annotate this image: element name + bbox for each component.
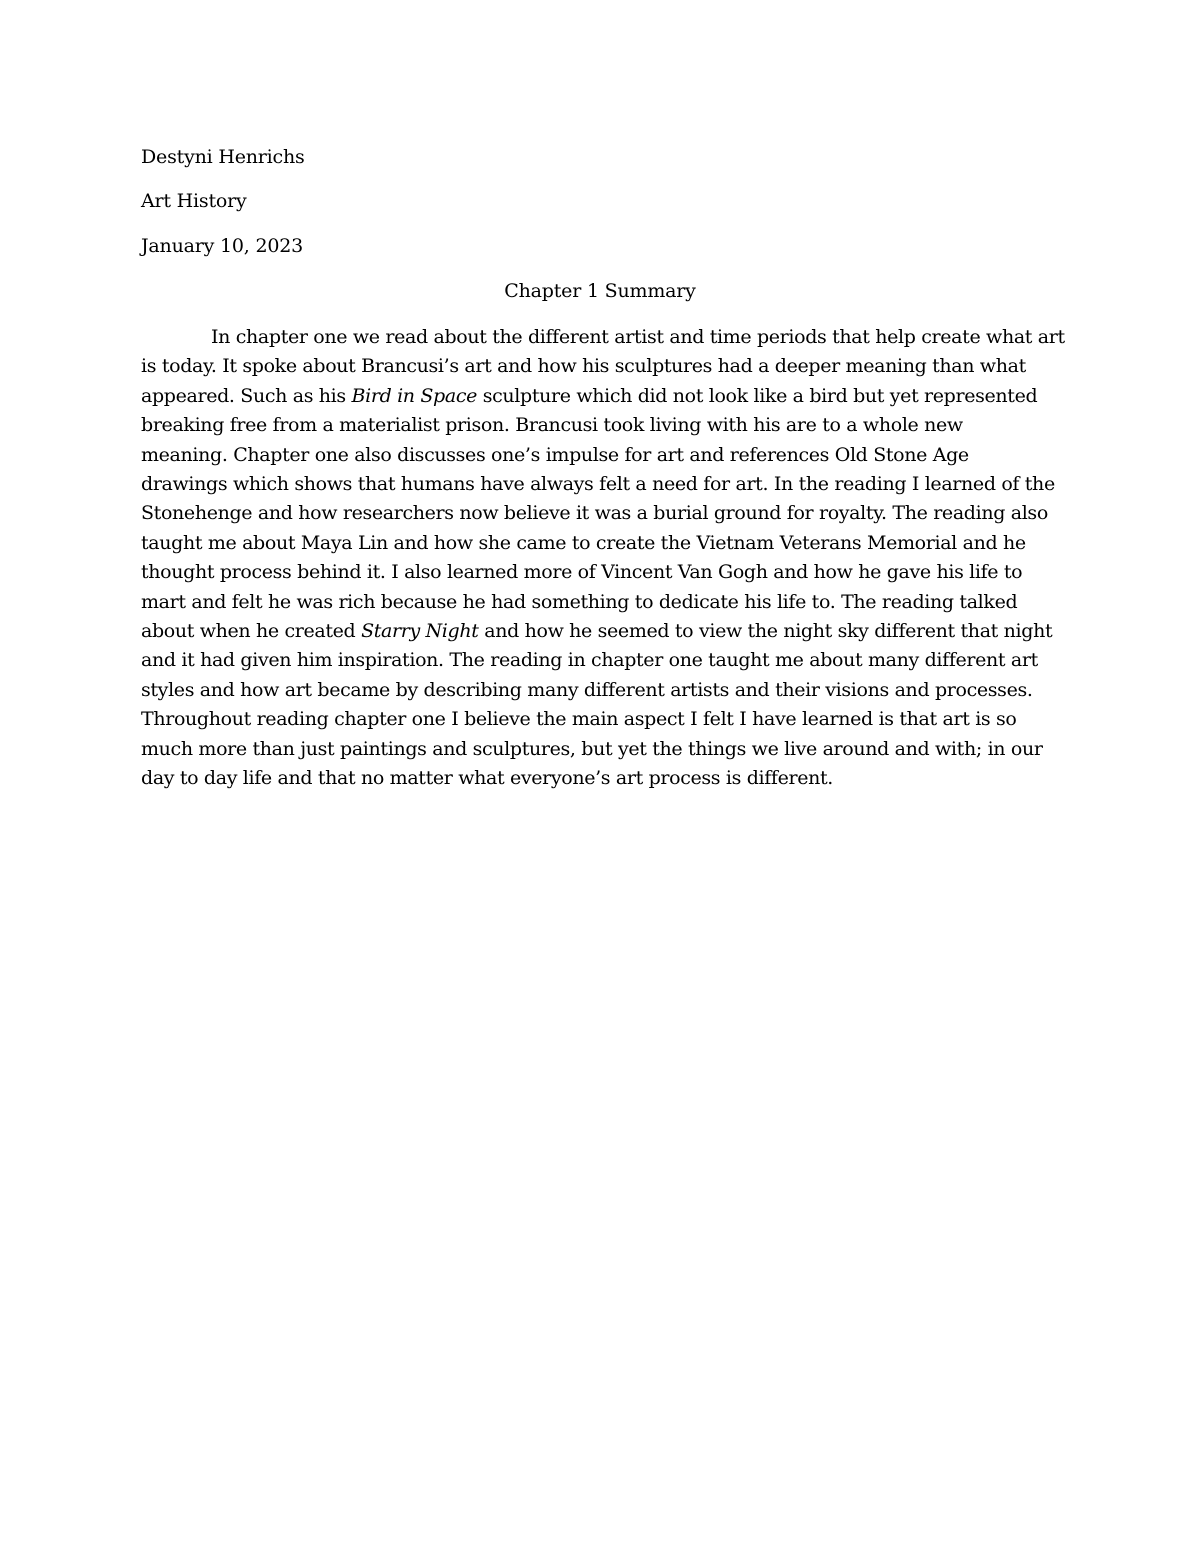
course-name: Art History <box>141 190 247 212</box>
paragraph-line: mart and felt he was rich because he had something to dedicate his life to. The reading talked <box>141 590 1018 613</box>
paragraph-line: breaking free from a materialist prison. Brancusi took living with his are to a whole new <box>141 414 963 437</box>
paragraph-line <box>141 323 1071 352</box>
document-title: Chapter 1 Summary <box>504 280 696 302</box>
paragraph-line: thought process behind it. I also learned more of Vincent Van Gogh and how he gave his life to <box>141 561 1023 584</box>
summary-paragraph <box>141 323 1071 794</box>
paragraph-line <box>141 617 1071 646</box>
artwork-title-bird-in-space: Bird in Space <box>351 384 478 407</box>
paragraph-line: much more than just paintings and sculptures, but yet the things we live around and with; in our <box>141 737 1043 760</box>
line-text: and how he seemed to view the night sky different that night <box>478 620 1053 643</box>
paragraph-line: drawings which shows that humans have always felt a need for art. In the reading I learned of the <box>141 473 1055 496</box>
paragraph-line: and it had given him inspiration. The reading in chapter one taught me about many different art <box>141 649 1038 672</box>
author-name: Destyni Henrichs <box>141 146 305 168</box>
line-text: sculpture which did not look like a bird but yet represented <box>477 384 1038 407</box>
paragraph-line: Throughout reading chapter one I believe the main aspect I felt I have learned is that art is so <box>141 708 1017 731</box>
paragraph-line: day to day life and that no matter what everyone’s art process is different. <box>141 767 833 790</box>
paragraph-line <box>141 382 1071 411</box>
line-text: In chapter one we read about the different artist and time periods that help create what art <box>211 326 1065 348</box>
artwork-title-starry-night: Starry Night <box>361 620 479 643</box>
paragraph-line: is today. It spoke about Brancusi’s art and how his sculptures had a deeper meaning than what <box>141 355 1026 378</box>
paragraph-line: Stonehenge and how researchers now believe it was a burial ground for royalty. The reading also <box>141 502 1048 525</box>
line-text: appeared. Such as his <box>141 384 352 407</box>
paragraph-line: taught me about Maya Lin and how she came to create the Vietnam Veterans Memorial and he <box>141 531 1026 554</box>
paragraph-line: styles and how art became by describing many different artists and their visions and processes. <box>141 678 1033 701</box>
document-date: January 10, 2023 <box>141 235 304 257</box>
line-text: about when he created <box>141 620 362 643</box>
paragraph-line: meaning. Chapter one also discusses one’s impulse for art and references Old Stone Age <box>141 443 969 466</box>
